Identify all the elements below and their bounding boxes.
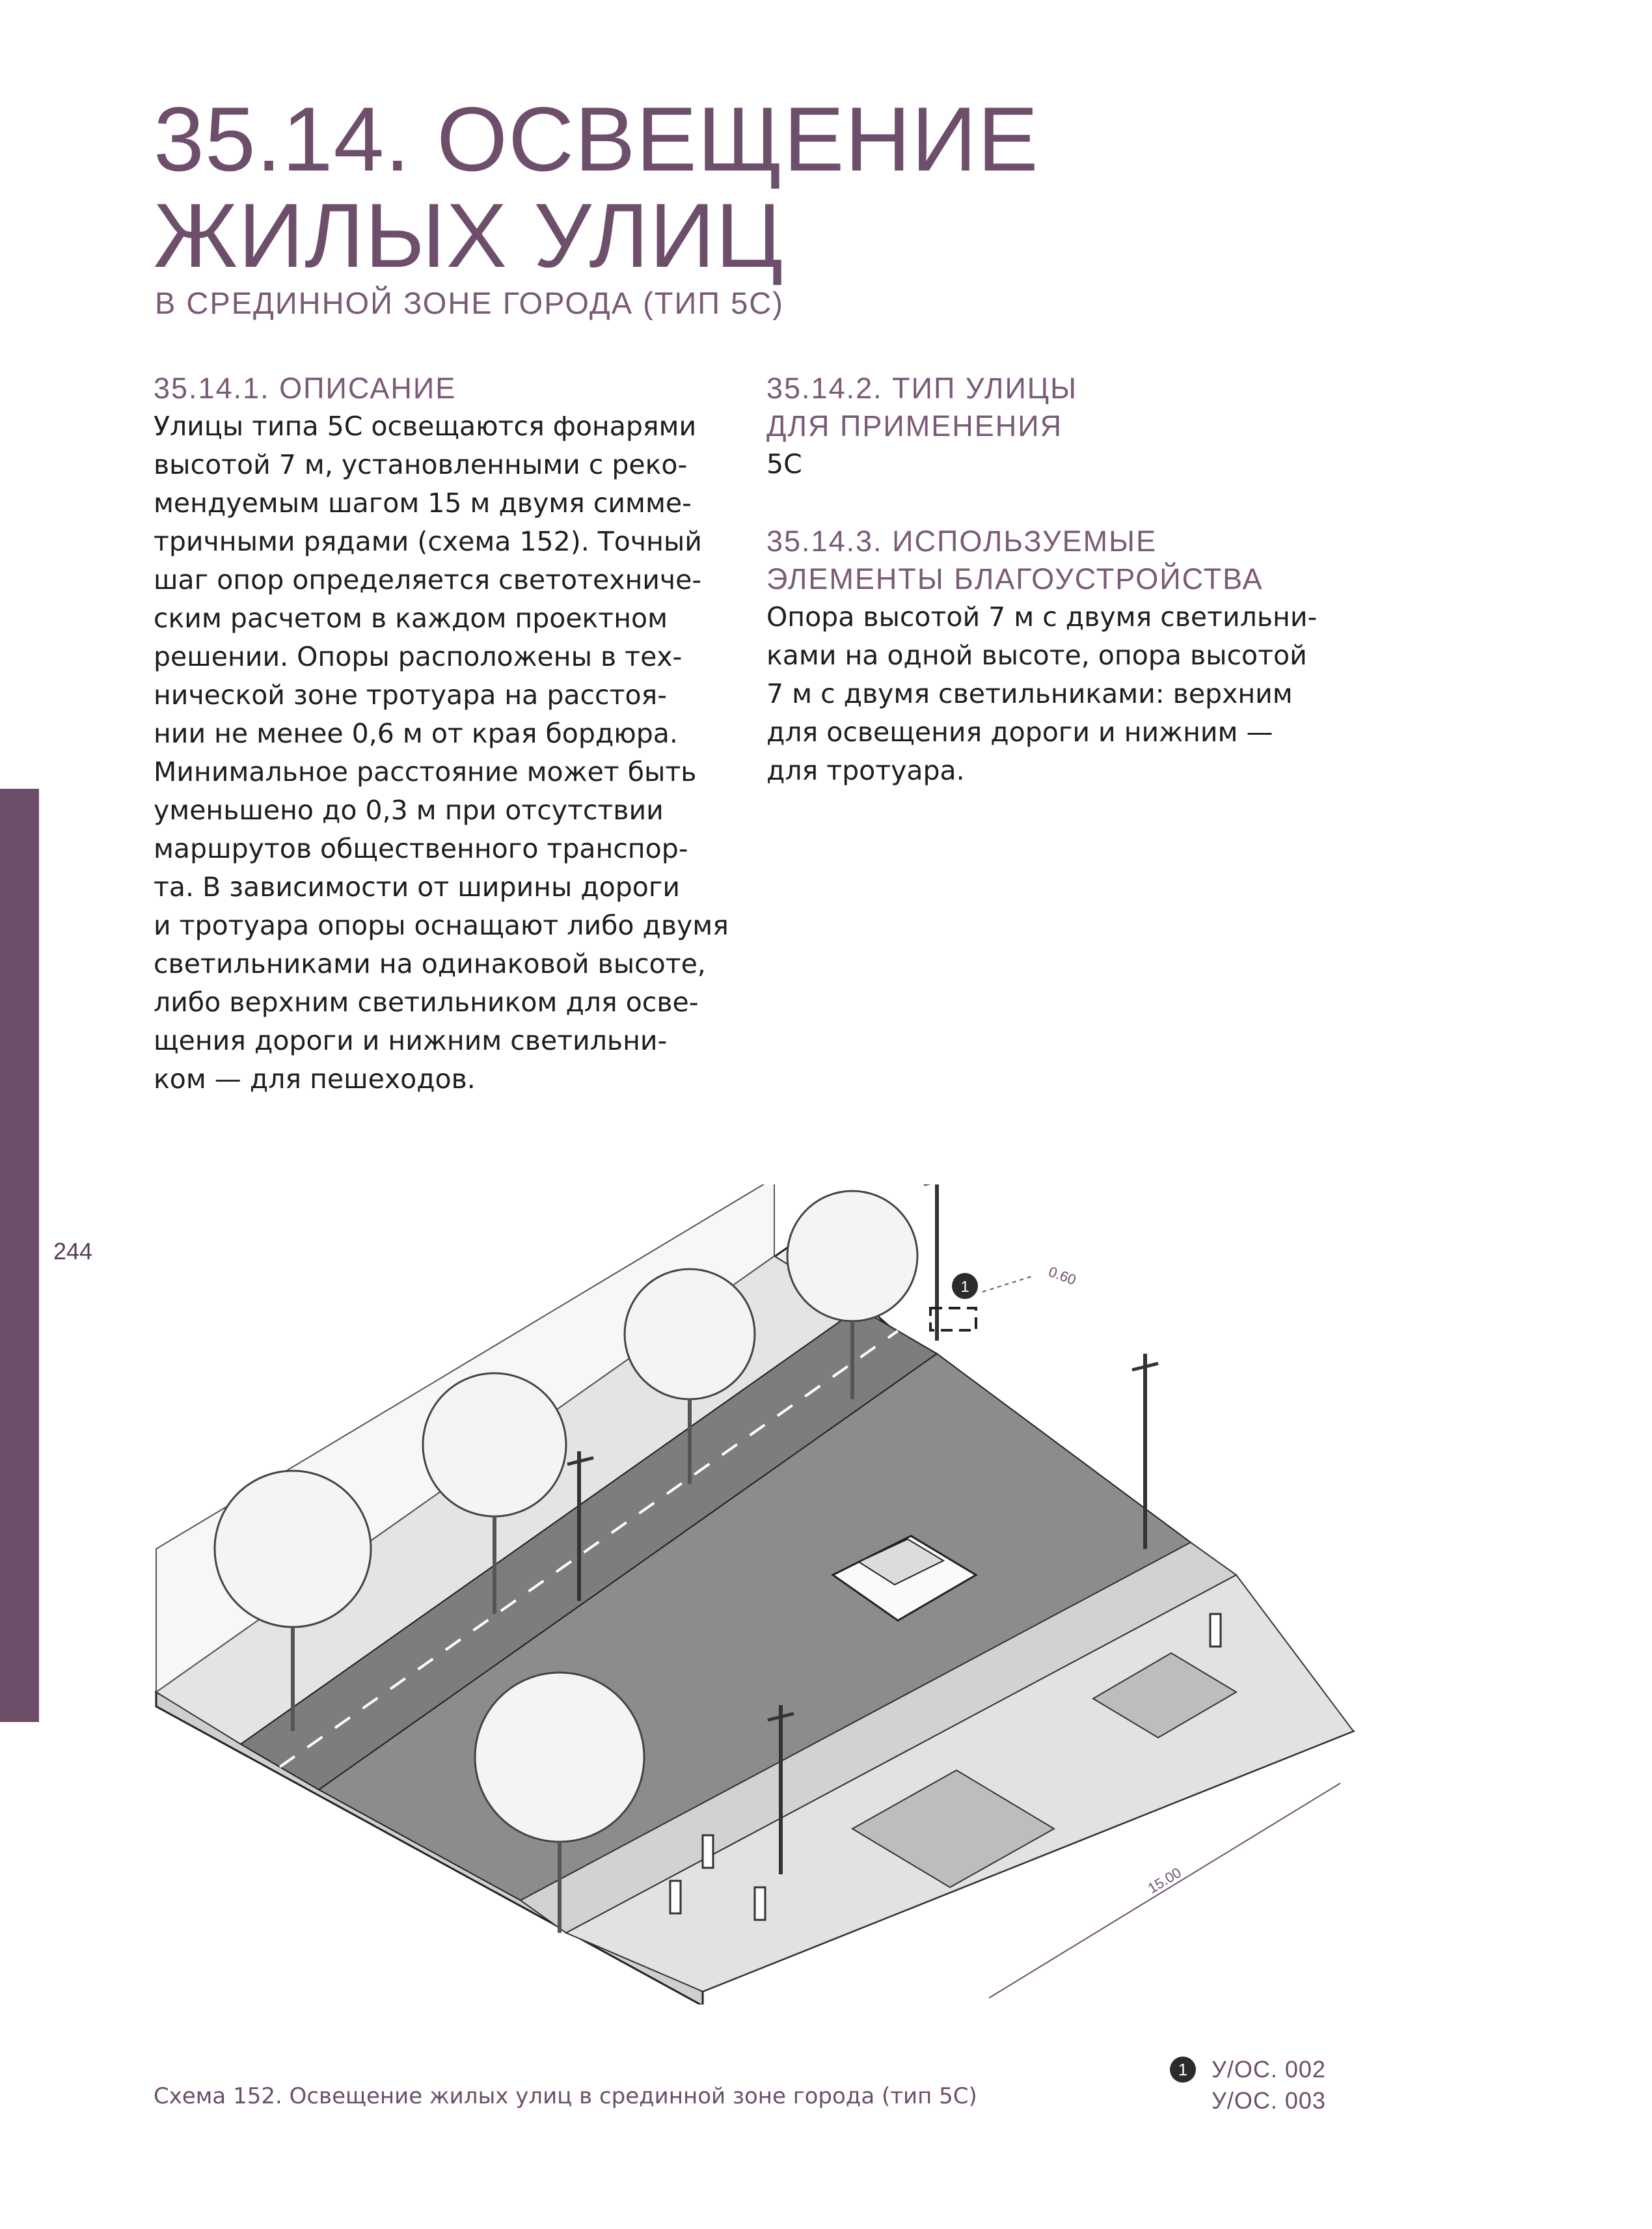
offset-dimension: 0.60 [1046, 1263, 1079, 1289]
right-column [766, 370, 1352, 790]
street-type-text: 5С [766, 448, 802, 480]
description-column [154, 370, 752, 1099]
page-title [154, 88, 1390, 286]
street-type-heading-line1: 35.14.2. ТИП УЛИЦЫ [766, 372, 1077, 405]
figure-caption: Схема 152. Освещение жилых улиц в срединной зоне города (тип 5С) [154, 2083, 977, 2109]
page-title-line1: 35.14. ОСВЕЩЕНИЕ [154, 88, 1039, 190]
spacing-dimension: 15.00 [1144, 1864, 1184, 1897]
section-side-bar [0, 789, 39, 1722]
legend-code-2: У/ОС. 003 [1212, 2087, 1326, 2114]
page-subtitle: В СРЕДИННОЙ ЗОНЕ ГОРОДА (ТИП 5С) [155, 286, 784, 320]
street-type-heading-line2: ДЛЯ ПРИМЕНЕНИЯ [766, 409, 1063, 443]
page-number: 244 [53, 1238, 93, 1265]
legend-badge: 1 [1170, 2057, 1196, 2083]
description-text: Улицы типа 5С освещаются фонарями высотой 7 м, установленными с реко- мендуемым шагом 15 м двумя симме- тричными рядами (схема 152). Точный шаг опор определяется светотехниче- ским расчетом в каждом проектном решении. Опоры расположены в тех- нической зоне тротуара на расстоя- нии не менее 0,6 м от края бордюра. Минимальное расстояние может быть уменьшено до 0,3 м при отсутствии маршрутов общественного транспор- та. В зависимости от ширины дороги и тротуара опоры оснащают либо двумя светильниками на одинаковой высоте, либо верхним светильником для осве- щения дороги и нижним светильни- ком — для пешеходов. [154, 411, 729, 1095]
street-lighting-scheme [130, 1184, 1366, 2004]
elements-heading-line1: 35.14.3. ИСПОЛЬЗУЕМЫЕ [766, 525, 1157, 558]
elements-heading-line2: ЭЛЕМЕНТЫ БЛАГОУСТРОЙСТВА [766, 562, 1264, 595]
page-title-line2: ЖИЛЫХ УЛИЦ [154, 184, 784, 286]
marker-1-label: 1 [960, 1278, 969, 1296]
legend-code-1: У/ОС. 002 [1212, 2056, 1326, 2083]
description-heading: 35.14.1. ОПИСАНИЕ [154, 372, 457, 405]
elements-text: Опора высотой 7 м с двумя светильни- ками на одной высоте, опора высотой 7 м с двумя светильниками: верхним для освещения дороги и нижним — для тротуара. [766, 601, 1318, 786]
